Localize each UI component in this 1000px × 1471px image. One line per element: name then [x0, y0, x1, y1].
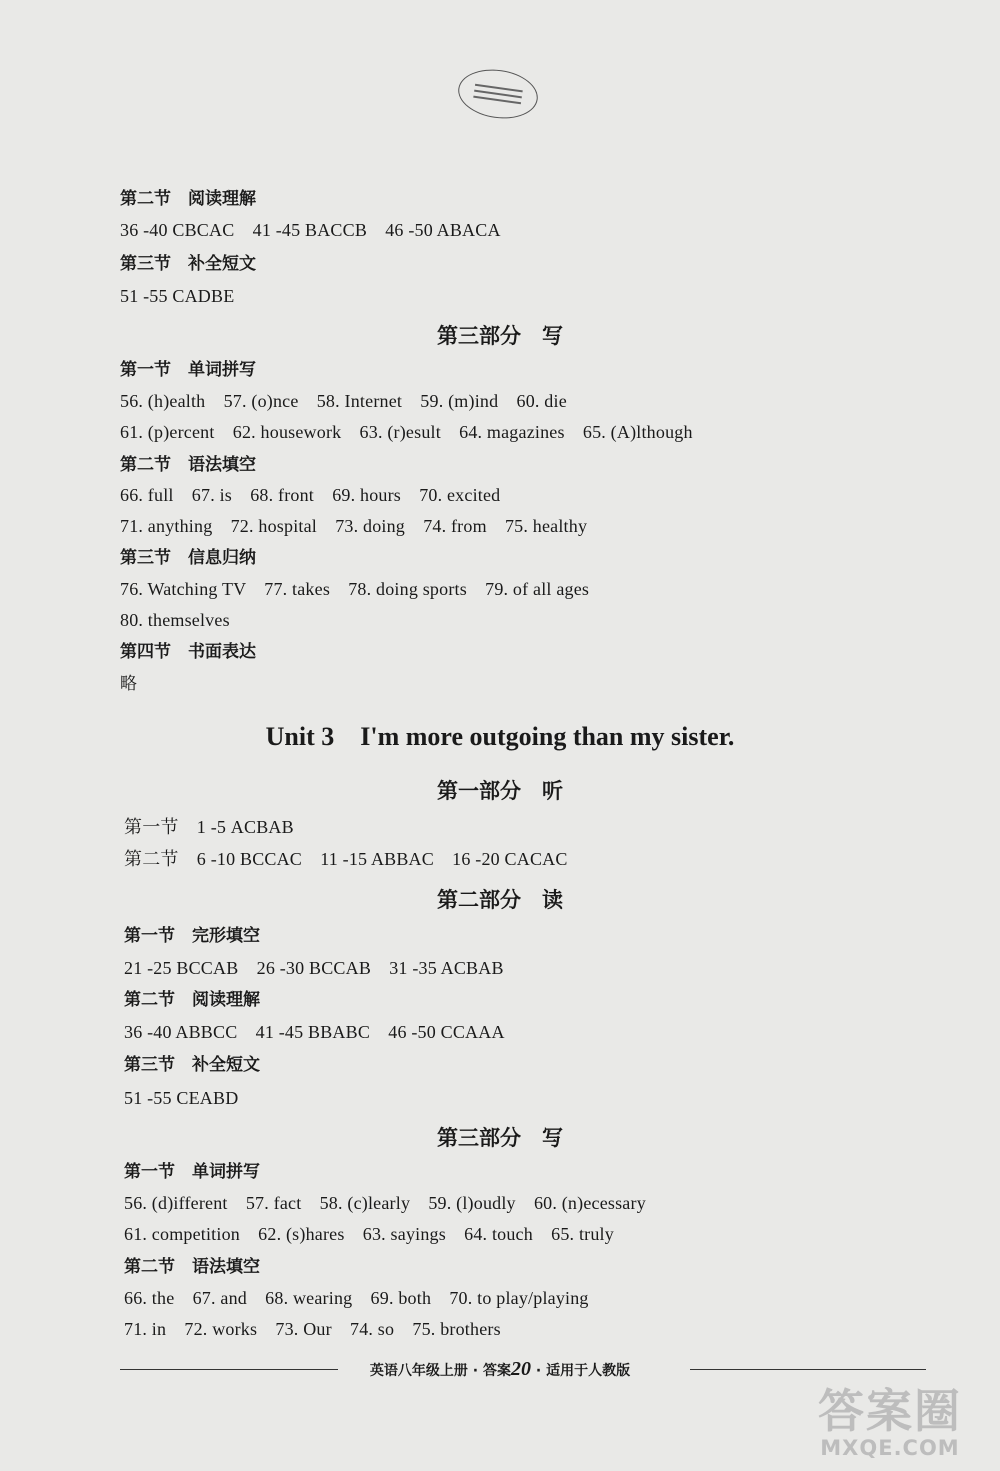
- answer-line: 61. (p)ercent 62. housework 63. (r)esult 64. magazines 65. (A)lthough: [120, 422, 693, 442]
- answer-line: 76. Watching TV 77. takes 78. doing sports 79. of all ages: [120, 579, 590, 599]
- page-footer: [0, 1358, 1000, 1381]
- section-title: 第三节 补全短文: [120, 254, 256, 274]
- watermark-domain: MXQE.COM: [820, 1436, 960, 1460]
- answer-line: 71. anything 72. hospital 73. doing 74. from 75. healthy: [120, 516, 588, 536]
- answer-line: 66. full 67. is 68. front 69. hours 70. excited: [120, 485, 501, 505]
- answer-line: 56. (d)ifferent 57. fact 58. (c)learly 59. (l)oudly 60. (n)ecessary: [124, 1193, 646, 1213]
- unit-title: Unit 3 I'm more outgoing than my sister.: [265, 722, 735, 751]
- site-watermark: [818, 1385, 962, 1459]
- answer-line: 71. in 72. works 73. Our 74. so 75. brothers: [124, 1319, 501, 1339]
- answer-line: 80. themselves: [120, 610, 230, 630]
- answer-line: 61. competition 62. (s)hares 63. sayings 64. touch 65. truly: [124, 1224, 614, 1244]
- answer-line: 36 -40 CBCAC 41 -45 BACCB 46 -50 ABACA: [120, 220, 501, 240]
- page-number: 20: [511, 1358, 531, 1380]
- section-title: 第一节 单词拼写: [120, 360, 256, 380]
- footer-edition-label: · 适用于人教版: [531, 1363, 631, 1379]
- section-title: 第二节 语法填空: [120, 455, 256, 475]
- section-title: 第三节 补全短文: [124, 1055, 260, 1075]
- answer-line: 51 -55 CADBE: [120, 286, 235, 306]
- footer-book-label: 英语八年级上册 · 答案: [369, 1363, 511, 1379]
- section-title: 第二节 阅读理解: [124, 990, 260, 1010]
- part-title: 第二部分 读: [437, 888, 563, 912]
- round-stamp-icon: [455, 65, 541, 124]
- answer-line: 56. (h)ealth 57. (o)nce 58. Internet 59. (m)ind 60. die: [120, 391, 567, 411]
- answer-line: 66. the 67. and 68. wearing 69. both 70. to play/playing: [124, 1288, 589, 1308]
- answer-line: 第二节 6 -10 BCCAC 11 -15 ABBAC 16 -20 CACAC: [124, 849, 568, 869]
- part-title: 第三部分 写: [437, 1126, 563, 1150]
- section-title: 第四节 书面表达: [120, 642, 256, 662]
- answer-line: 略: [120, 674, 137, 694]
- part-title: 第三部分 写: [437, 324, 563, 348]
- answer-line: 51 -55 CEABD: [124, 1088, 239, 1108]
- watermark-logo-text: 答案圈: [818, 1384, 962, 1438]
- answer-line: 21 -25 BCCAB 26 -30 BCCAB 31 -35 ACBAB: [124, 958, 504, 978]
- answer-line: 第一节 1 -5 ACBAB: [124, 817, 294, 837]
- section-title: 第一节 单词拼写: [124, 1162, 260, 1182]
- section-title: 第一节 完形填空: [124, 926, 260, 946]
- section-title: 第三节 信息归纳: [120, 548, 256, 568]
- section-title: 第二节 语法填空: [124, 1257, 260, 1277]
- answer-line: 36 -40 ABBCC 41 -45 BBABC 46 -50 CCAAA: [124, 1022, 505, 1042]
- part-title: 第一部分 听: [437, 779, 563, 803]
- section-title: 第二节 阅读理解: [120, 189, 256, 209]
